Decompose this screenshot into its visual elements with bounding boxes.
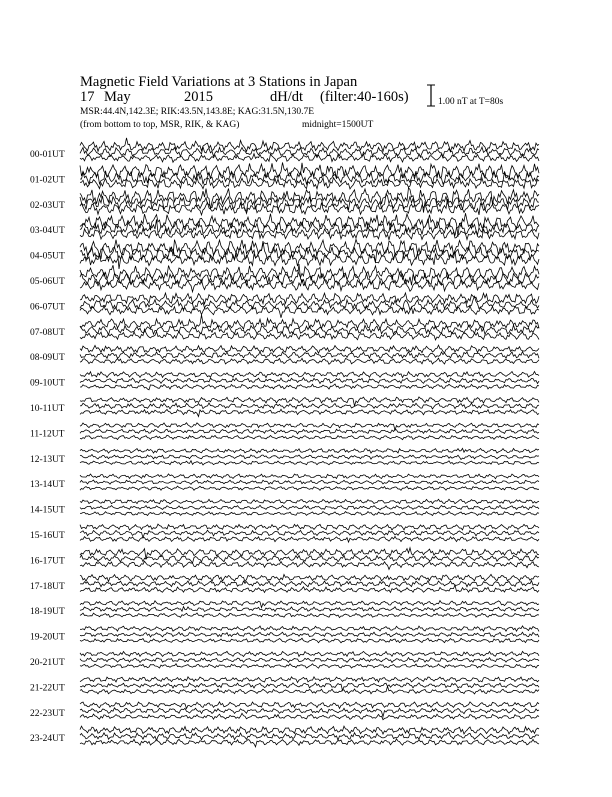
row-label: 16-17UT xyxy=(30,556,65,567)
trace-msr xyxy=(80,435,539,439)
trace-kag xyxy=(80,213,539,237)
row-06-07ut xyxy=(30,293,539,318)
date-day: 17 xyxy=(80,89,95,105)
trace-kag xyxy=(80,293,539,304)
trace-msr xyxy=(80,739,539,747)
trace-rik xyxy=(80,378,539,384)
row-08-09ut xyxy=(30,345,539,364)
midnight-note: midnight=1500UT xyxy=(302,120,374,130)
row-05-06ut xyxy=(30,264,539,292)
order-line: (from bottom to top, MSR, RIK, & KAG) xyxy=(80,120,240,130)
row-04-05ut xyxy=(30,239,539,269)
row-label: 02-03UT xyxy=(30,200,65,211)
trace-msr xyxy=(80,329,539,340)
trace-rik xyxy=(80,581,539,587)
trace-rik xyxy=(80,147,539,157)
row-10-11ut xyxy=(30,397,539,417)
trace-msr xyxy=(80,536,539,542)
row-label: 20-21UT xyxy=(30,658,65,668)
trace-rik xyxy=(80,352,539,359)
trace-kag xyxy=(80,726,539,734)
trace-msr xyxy=(80,228,539,239)
trace-kag xyxy=(80,239,539,256)
trace-msr xyxy=(80,358,539,364)
scale-bar xyxy=(427,85,503,107)
row-label: 06-07UT xyxy=(30,302,65,313)
date-year: 2015 xyxy=(184,89,213,105)
trace-msr xyxy=(80,251,539,266)
trace-rik xyxy=(80,632,539,637)
trace-kag xyxy=(80,651,539,656)
row-label: 11-12UT xyxy=(30,429,65,440)
row-label: 12-13UT xyxy=(30,454,65,465)
row-label: 00-01UT xyxy=(30,150,65,160)
row-label: 08-09UT xyxy=(30,353,65,364)
row-15-16ut xyxy=(30,524,539,542)
row-label: 23-24UT xyxy=(30,734,65,745)
row-label: 03-04UT xyxy=(30,226,65,237)
row-14-15ut xyxy=(30,499,539,515)
date-month: May xyxy=(104,89,131,105)
scale-bar-label: 1.00 nT at T=80s xyxy=(438,97,504,107)
trace-msr xyxy=(80,154,539,163)
trace-kag xyxy=(80,702,539,709)
row-02-03ut xyxy=(30,188,539,215)
trace-msr xyxy=(80,461,539,465)
row-00-01ut xyxy=(30,138,539,162)
chart-header xyxy=(80,74,409,130)
trace-rik xyxy=(80,732,539,740)
trace-msr xyxy=(80,178,539,189)
row-label: 17-18UT xyxy=(30,581,65,592)
trace-rik xyxy=(80,607,539,612)
trace-msr xyxy=(80,486,539,490)
trace-rik xyxy=(80,505,539,510)
trace-kag xyxy=(80,474,539,479)
stations-line: MSR:44.4N,142.3E; RIK:43.5N,143.8E; KAG:31.5N,130.7E xyxy=(80,107,315,117)
trace-kag xyxy=(80,265,539,281)
row-label: 15-16UT xyxy=(30,531,65,541)
row-label: 10-11UT xyxy=(30,404,65,414)
row-22-23ut xyxy=(30,702,539,720)
trace-msr xyxy=(80,638,539,643)
trace-msr xyxy=(80,613,539,618)
row-label: 13-14UT xyxy=(30,480,65,491)
trace-kag xyxy=(80,499,539,504)
trace-msr xyxy=(80,713,539,719)
trace-rik xyxy=(80,530,539,538)
quantity-label: dH/dt xyxy=(270,89,304,105)
trace-rik xyxy=(80,480,539,484)
row-01-02ut xyxy=(30,162,539,189)
trace-msr xyxy=(80,511,539,515)
row-label: 04-05UT xyxy=(30,251,65,262)
row-label: 05-06UT xyxy=(30,277,65,287)
row-label: 01-02UT xyxy=(30,175,65,186)
row-label: 21-22UT xyxy=(30,683,65,694)
trace-kag xyxy=(80,524,539,530)
row-label: 14-15UT xyxy=(30,505,65,516)
trace-msr xyxy=(80,561,539,569)
trace-rik xyxy=(80,455,539,460)
trace-kag xyxy=(80,423,539,430)
trace-msr xyxy=(80,664,539,669)
trace-rik xyxy=(80,325,539,335)
trace-msr xyxy=(80,384,539,390)
row-21-22ut xyxy=(30,677,539,694)
trace-kag xyxy=(80,626,539,632)
trace-msr xyxy=(80,277,539,292)
row-17-18ut xyxy=(30,574,539,592)
trace-kag xyxy=(80,372,539,378)
row-18-19ut xyxy=(30,601,539,618)
trace-rik xyxy=(80,555,539,563)
row-16-17ut xyxy=(30,548,539,570)
row-07-08ut xyxy=(30,315,539,340)
row-09-10ut xyxy=(30,372,539,390)
row-20-21ut xyxy=(30,651,539,668)
filter-label: (filter:40-160s) xyxy=(320,89,409,105)
trace-rik xyxy=(80,429,539,434)
trace-kag xyxy=(80,574,539,581)
trace-msr xyxy=(80,409,539,416)
row-23-24ut xyxy=(30,726,539,747)
trace-kag xyxy=(80,677,539,683)
row-11-12ut xyxy=(30,423,539,440)
row-label: 19-20UT xyxy=(30,632,65,643)
trace-msr xyxy=(80,199,539,215)
row-label: 07-08UT xyxy=(30,327,65,338)
chart-title: Magnetic Field Variations at 3 Stations in Japan xyxy=(80,74,358,90)
trace-rik xyxy=(80,658,539,663)
trace-rik xyxy=(80,403,539,409)
row-label: 18-19UT xyxy=(30,607,65,618)
trace-rows xyxy=(30,138,539,747)
trace-kag xyxy=(80,345,539,353)
row-19-20ut xyxy=(30,626,539,643)
trace-kag xyxy=(80,448,539,453)
row-13-14ut xyxy=(30,474,539,490)
row-label: 09-10UT xyxy=(30,378,65,389)
row-label: 22-23UT xyxy=(30,708,65,719)
row-03-04ut xyxy=(30,213,539,240)
trace-kag xyxy=(80,601,539,608)
trace-msr xyxy=(80,306,539,318)
row-12-13ut xyxy=(30,448,539,465)
